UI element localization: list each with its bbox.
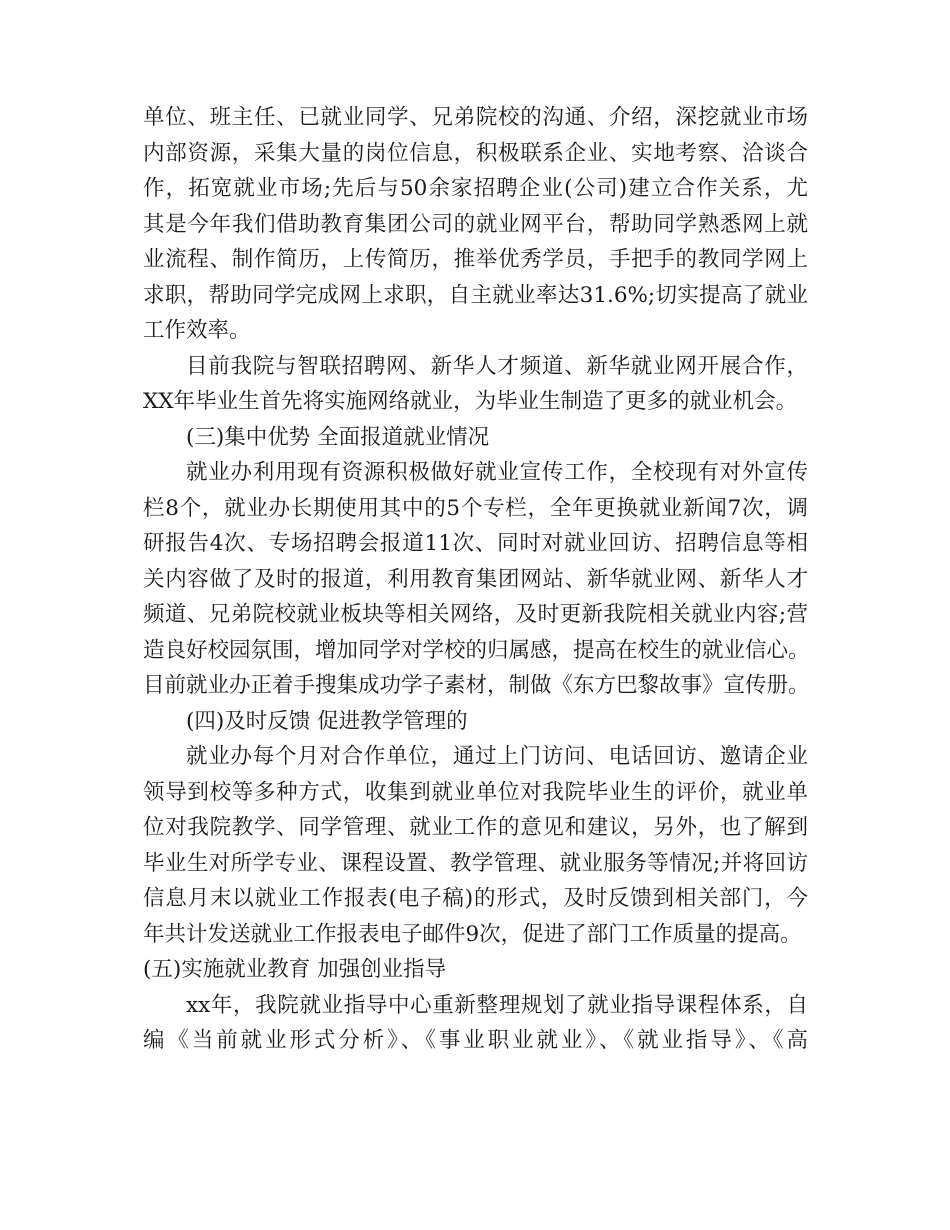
paragraph-line: 工作效率。 bbox=[143, 318, 251, 343]
paragraph-line: 编《当前就业形式分析》、《事业职业就业》、《就业指导》、《高 bbox=[143, 1028, 808, 1053]
paragraph-line: 就业办利用现有资源积极做好就业宣传工作，全校现有对外宣传 bbox=[186, 460, 808, 485]
paragraph-line: 栏8个，就业办长期使用其中的5个专栏，全年更换就业新闻7次，调 bbox=[143, 495, 808, 521]
section-heading: (三)集中优势 全面报道就业情况 bbox=[186, 424, 490, 450]
paragraph-line: 作，拓宽就业市场;先后与50余家招聘企业(公司)建立合作关系，尤 bbox=[143, 176, 808, 201]
paragraph-line: 年共计发送就业工作报表电子邮件9次，促进了部门工作质量的提高。 bbox=[143, 921, 802, 947]
paragraph-line: 研报告4次、专场招聘会报道11次、同时对就业回访、招聘信息等相 bbox=[143, 531, 808, 556]
paragraph-line: 毕业生对所学专业、课程设置、教学管理、就业服务等情况;并将回访 bbox=[143, 850, 808, 876]
paragraph-line: 位对我院教学、同学管理、就业工作的意见和建议，另外，也了解到 bbox=[143, 815, 808, 840]
paragraph-line: XX年毕业生首先将实施网络就业，为毕业生制造了更多的就业机会。 bbox=[143, 389, 798, 414]
document-body bbox=[143, 100, 808, 1059]
paragraph-line: 造良好校园氛围，增加同学对学校的归属感，提高在校生的就业信心。 bbox=[143, 637, 810, 663]
section-heading: (五)实施就业教育 加强创业指导 bbox=[143, 957, 447, 982]
paragraph-line: 频道、兄弟院校就业板块等相关网络，及时更新我院相关就业内容;营 bbox=[143, 602, 808, 627]
paragraph-line: 单位、班主任、已就业同学、兄弟院校的沟通、介绍，深挖就业市场 bbox=[143, 105, 808, 130]
paragraph-line: 领导到校等多种方式，收集到就业单位对我院毕业生的评价，就业单 bbox=[143, 779, 808, 805]
paragraph-line: 其是今年我们借助教育集团公司的就业网平台，帮助同学熟悉网上就 bbox=[143, 211, 808, 237]
paragraph-line: xx年，我院就业指导中心重新整理规划了就业指导课程体系，自 bbox=[186, 992, 808, 1018]
section-heading: (四)及时反馈 促进教学管理的 bbox=[186, 708, 468, 734]
paragraph-line: 内部资源，采集大量的岗位信息，积极联系企业、实地考察、洽谈合 bbox=[143, 140, 808, 166]
paragraph-line: 信息月末以就业工作报表(电子稿)的形式，及时反馈到相关部门，今 bbox=[143, 886, 808, 911]
paragraph-line: 求职，帮助同学完成网上求职，自主就业率达31.6%;切实提高了就业 bbox=[143, 282, 808, 308]
paragraph-line: 就业办每个月对合作单位，通过上门访问、电话回访、邀请企业 bbox=[186, 744, 808, 769]
paragraph-line: 关内容做了及时的报道，利用教育集团网站、新华就业网、新华人才 bbox=[143, 566, 808, 592]
paragraph-line: 业流程、制作简历，上传简历，推举优秀学员，手把手的教同学网上 bbox=[143, 247, 808, 272]
paragraph-line: 目前我院与智联招聘网、新华人才频道、新华就业网开展合作， bbox=[186, 353, 808, 379]
paragraph-line: 目前就业办正着手搜集成功学子素材，制做《东方巴黎故事》宣传册。 bbox=[143, 673, 810, 698]
